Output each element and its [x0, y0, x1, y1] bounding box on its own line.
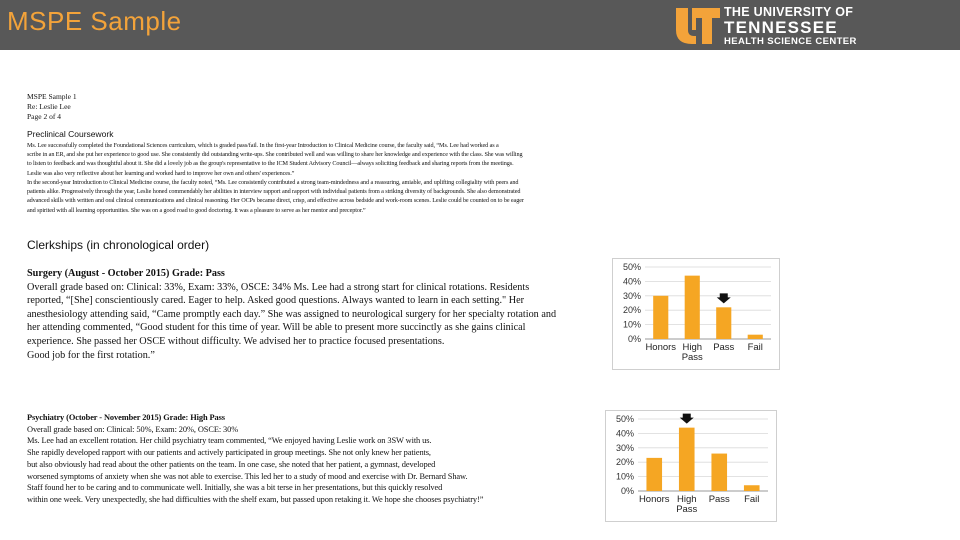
text-line: patients alike. Progressively through the year, Leslie honed commendably her abilities in interview rapport and rapport with individual patients from a striking diversity of backgrounds. She also demonstrated — [27, 188, 521, 196]
ut-logo — [674, 4, 946, 48]
bar-fail — [744, 485, 760, 491]
preclinical-paragraph-1 — [27, 141, 695, 178]
document-meta — [27, 92, 77, 122]
x-tick-label: Pass — [713, 342, 735, 353]
x-tick-label: Fail — [747, 342, 763, 353]
psychiatry-line: worsened symptoms of anxiety when she was not able to exercise. This led her to a study of mood and exercise with Dr. Bernard Shaw. — [27, 471, 468, 481]
bar-honors — [646, 458, 662, 491]
psychiatry-line: within one week. Very unexpectedly, she had difficulties with the shelf exam, but passed upon retaking it. We hope she chooses psychiatry!” — [27, 494, 484, 504]
bar-pass — [716, 307, 731, 339]
y-tick-label: 50% — [615, 414, 634, 424]
bar-high-pass — [685, 276, 700, 339]
bar-high-pass — [679, 428, 695, 491]
y-tick-label: 0% — [627, 334, 641, 344]
ut-monogram-icon — [674, 6, 722, 46]
slide-title: MSPE Sample — [7, 6, 182, 36]
y-tick-label: 20% — [622, 305, 641, 316]
logo-line-3: HEALTH SCIENCE CENTER — [724, 36, 857, 47]
clerkships-heading: Clerkships (in chronological order) — [27, 238, 210, 252]
surgery-line: Overall grade based on: Clinical: 33%, Exam: 33%, OSCE: 34% Ms. Lee had a strong start for clinical rotations. Residents — [27, 281, 530, 293]
surgery-line: reported, “[She] conscientiously cared. Eager to help. Asked good questions. Always wanted to learn in each setting." Her — [27, 295, 524, 307]
surgery-title: Surgery (August - October 2015) Grade: Pass — [27, 268, 225, 279]
psychiatry-line: She rapidly developed rapport with our patients and actively participated in group meetings. She not only knew her patients, — [27, 448, 431, 458]
y-tick-label: 0% — [620, 486, 634, 496]
x-tick-label: High — [676, 494, 697, 505]
y-tick-label: 50% — [622, 262, 641, 272]
text-line: In the second-year Introduction to Clinical Medicine course, the faculty noted, “Ms. Lee consistently contributed a strong team-mindedness and a reassuring, amiable, and uplifting collegiality with peers and — [27, 179, 519, 186]
preclinical-heading: Preclinical Coursework — [27, 129, 114, 139]
psychiatry-grade-chart — [605, 410, 777, 522]
x-tick-label: Pass — [681, 352, 703, 363]
x-tick-label: Pass — [676, 504, 698, 515]
psychiatry-title: Psychiatry (October - November 2015) Grade: High Pass — [27, 413, 225, 422]
psychiatry-line: Overall grade based on: Clinical: 50%, Exam: 20%, OSCE: 30% — [27, 424, 239, 434]
psychiatry-section — [27, 412, 597, 506]
x-tick-label: Honors — [645, 342, 677, 353]
y-tick-label: 10% — [615, 471, 634, 482]
grade-marker-arrow — [680, 414, 694, 424]
text-line: advanced skills with written and oral clinical communications and clinical reasoning. Her OCPs became direct, crisp, and effective across bedside and work-room scenes. Leslie could be counted on to be eager — [27, 197, 524, 205]
surgery-line: anesthesiology attending said, “Came promptly each day.” She was assigned to neurological surgery for her specialty rotation and — [27, 308, 557, 320]
surgery-line: Good job for the first rotation.” — [27, 349, 155, 361]
surgery-section — [27, 267, 605, 362]
y-tick-label: 40% — [615, 428, 634, 439]
psychiatry-line: but also obviously had read about the other patients on the team. In one case, she noted that her patient, a gymnast, developed — [27, 459, 436, 469]
x-tick-label: High — [682, 342, 703, 353]
meta-line: Re: Leslie Lee — [27, 102, 71, 111]
meta-line: Page 2 of 4 — [27, 112, 61, 121]
grade-marker-arrow — [717, 293, 731, 303]
y-tick-label: 10% — [622, 319, 641, 330]
x-tick-label: Honors — [638, 494, 670, 505]
psychiatry-bar-chart — [606, 411, 776, 521]
logo-line-1: THE UNIVERSITY OF — [724, 5, 854, 19]
surgery-line: her attending commented, “Good student for this time of year. Will be able to present more succinctly as she gains clinical — [27, 322, 526, 334]
logo-line-2: TENNESSEE — [724, 18, 838, 37]
y-tick-label: 30% — [622, 290, 641, 301]
y-tick-label: 40% — [622, 276, 641, 287]
text-line: Ms. Lee successfully completed the Foundational Sciences curriculum, which is graded pass/fail. In the first-year Introduction to Clinical Medicine course, the faculty said, “Ms. Lee had worked as a — [27, 142, 499, 149]
x-tick-label: Pass — [708, 494, 730, 505]
text-line: to listen to feedback and was thoughtful about it. She did a lovely job as the group's representative to the ICM Student Advisory Council—always soliciting feedback and sharing reports from the meetings. — [27, 160, 514, 168]
bar-honors — [653, 296, 668, 339]
text-line: scribe in an ER, and she put her experience to good use. She consistently did outstanding write-ups. She contributed well and was willing to share her knowledge and experience with the class. She was willing — [27, 151, 523, 159]
surgery-grade-chart — [612, 258, 780, 370]
meta-line: MSPE Sample 1 — [27, 92, 77, 101]
y-tick-label: 30% — [615, 442, 634, 453]
surgery-bar-chart — [613, 259, 779, 369]
surgery-line: experience. She passed her OSCE without difficulty. We advised her to practice focused presentations. — [27, 335, 445, 347]
text-line: and spirited with all learning opportunities. She was on a good road to good doctoring. It was a pleasure to serve as her mentor and preceptor.” — [27, 206, 366, 214]
bar-fail — [748, 335, 763, 339]
y-tick-label: 20% — [615, 457, 634, 468]
psychiatry-line: Ms. Lee had an excellent rotation. Her child psychiatry team commented, “We enjoyed having Leslie work on 3SW with us. — [27, 436, 432, 446]
psychiatry-line: Staff found her to be caring and to communicate well. Initially, she was a bit terse in her presentations, but this quickly resolved — [27, 483, 443, 493]
text-line: Leslie was also very reflective about her learning and worked hard to improve her own and others' experiences.” — [27, 169, 295, 177]
preclinical-paragraph-2 — [27, 178, 695, 215]
bar-pass — [711, 454, 727, 491]
x-tick-label: Fail — [744, 494, 760, 505]
